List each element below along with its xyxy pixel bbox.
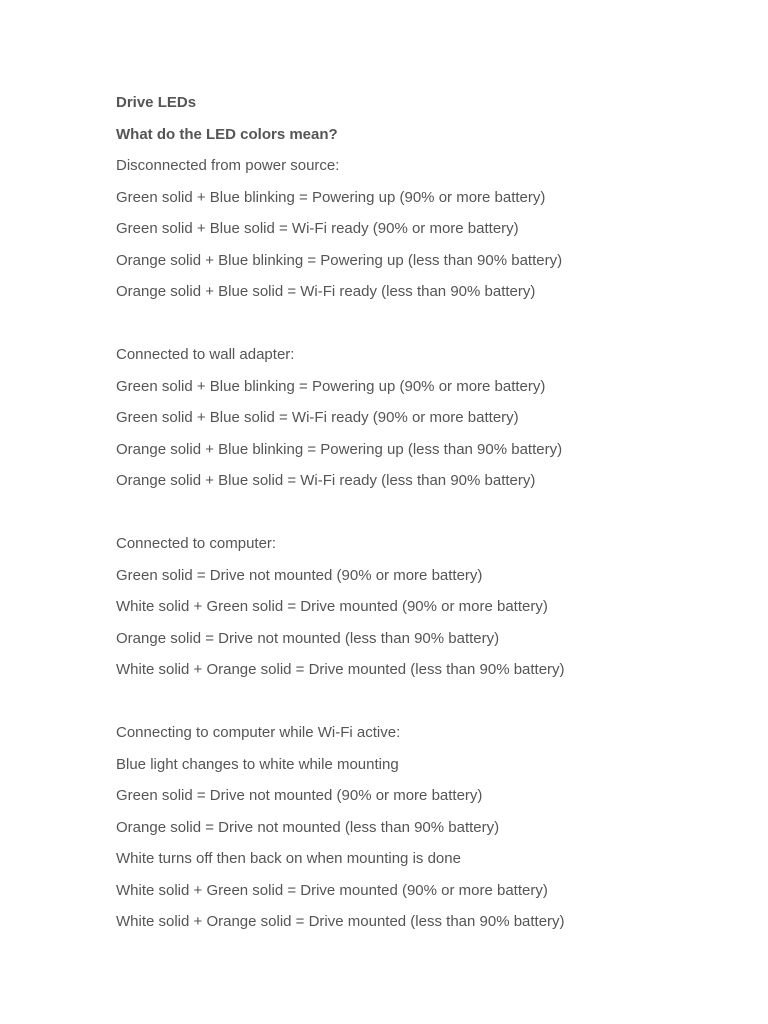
- section-line: Orange solid + Blue blinking = Powering up (less than 90% battery): [116, 440, 563, 458]
- section-line: Green solid = Drive not mounted (90% or more battery): [116, 787, 483, 804]
- section-heading: Connecting to computer while Wi-Fi active:: [116, 724, 401, 741]
- section-line: White solid + Green solid = Drive mounted (90% or more battery): [116, 598, 548, 615]
- spacer: [116, 497, 716, 529]
- section-heading: Connected to computer:: [116, 535, 277, 552]
- spacer: [116, 308, 716, 340]
- document-question: What do the LED colors mean?: [116, 125, 338, 143]
- section-disconnected: [116, 150, 716, 308]
- section-line: White solid + Green solid = Drive mounted (90% or more battery): [116, 881, 548, 899]
- section-line: Blue light changes to white while mounting: [116, 755, 399, 773]
- section-computer-wifi: [116, 717, 716, 938]
- document-body: [116, 87, 716, 938]
- section-wall-adapter: [116, 339, 716, 497]
- section-line: Green solid + Blue solid = Wi-Fi ready (90% or more battery): [116, 220, 519, 237]
- section-line: Orange solid = Drive not mounted (less than 90% battery): [116, 629, 500, 647]
- section-heading: Connected to wall adapter:: [116, 346, 295, 363]
- section-line: Green solid + Blue solid = Wi-Fi ready (90% or more battery): [116, 409, 519, 426]
- section-line: Orange solid + Blue blinking = Powering up (less than 90% battery): [116, 251, 563, 269]
- section-line: White turns off then back on when mounting is done: [116, 850, 461, 867]
- document-title: Drive LEDs: [116, 94, 197, 111]
- section-line: Orange solid + Blue solid = Wi-Fi ready (less than 90% battery): [116, 472, 536, 489]
- section-line: Green solid = Drive not mounted (90% or more battery): [116, 566, 483, 584]
- section-line: Green solid + Blue blinking = Powering up (90% or more battery): [116, 377, 546, 395]
- section-heading: Disconnected from power source:: [116, 157, 340, 174]
- section-line: Orange solid = Drive not mounted (less than 90% battery): [116, 818, 500, 836]
- section-computer: [116, 528, 716, 686]
- section-line: Green solid + Blue blinking = Powering up (90% or more battery): [116, 188, 546, 206]
- section-line: White solid + Orange solid = Drive mounted (less than 90% battery): [116, 661, 565, 678]
- spacer: [116, 686, 716, 718]
- section-line: White solid + Orange solid = Drive mounted (less than 90% battery): [116, 913, 565, 930]
- section-line: Orange solid + Blue solid = Wi-Fi ready (less than 90% battery): [116, 283, 536, 300]
